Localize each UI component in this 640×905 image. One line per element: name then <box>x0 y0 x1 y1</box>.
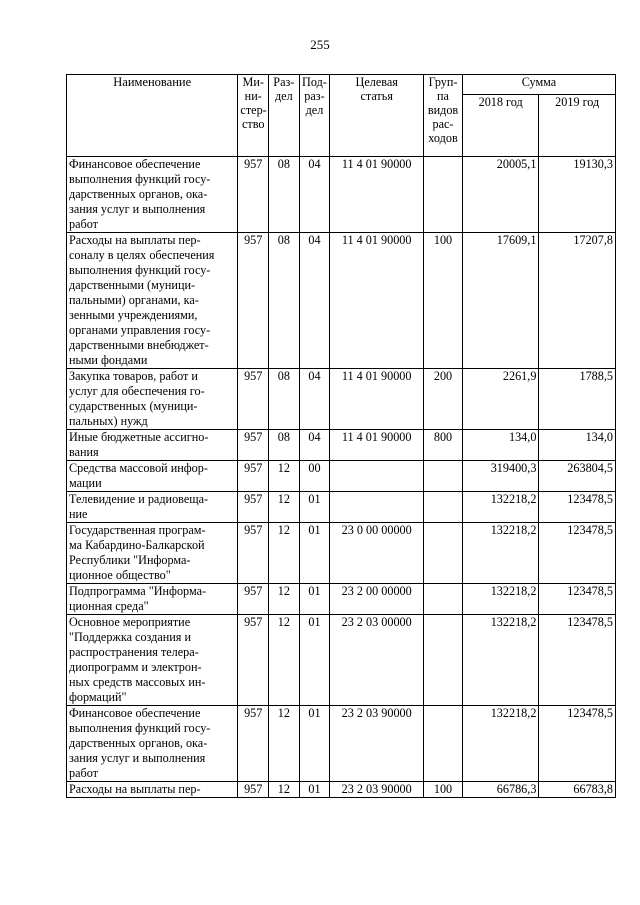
expense-group-cell <box>424 461 463 492</box>
expense-group-cell <box>424 492 463 523</box>
target-cell <box>330 492 424 523</box>
sum-2019-cell: 263804,5 <box>539 461 616 492</box>
sum-2018-cell: 132218,2 <box>462 523 539 584</box>
subsection-cell: 04 <box>299 233 330 369</box>
sum-2019-cell: 1788,5 <box>539 369 616 430</box>
target-cell: 23 2 03 00000 <box>330 615 424 706</box>
table-row <box>67 584 616 615</box>
target-cell: 11 4 01 90000 <box>330 430 424 461</box>
sum-2018-cell: 132218,2 <box>462 615 539 706</box>
sum-2019-cell: 123478,5 <box>539 615 616 706</box>
subsection-cell: 01 <box>299 492 330 523</box>
sum-2018-cell: 132218,2 <box>462 706 539 782</box>
page-number: 255 <box>310 37 330 52</box>
subsection-cell: 04 <box>299 369 330 430</box>
budget-table <box>66 74 616 798</box>
sum-2019-cell: 123478,5 <box>539 523 616 584</box>
expense-group-cell <box>424 157 463 233</box>
subsection-cell: 01 <box>299 706 330 782</box>
section-cell: 08 <box>269 157 300 233</box>
ministry-cell: 957 <box>238 461 269 492</box>
sum-2019-cell: 17207,8 <box>539 233 616 369</box>
row-name-cell: Финансовое обеспечение выполнения функций госу- дарственных органов, ока- зания услуг и выполнения работ <box>67 706 238 782</box>
sum-2019-cell: 123478,5 <box>539 706 616 782</box>
expense-group-cell: 100 <box>424 782 463 798</box>
ministry-cell: 957 <box>238 584 269 615</box>
table-row <box>67 492 616 523</box>
header-year-2018: 2018 год <box>462 95 539 157</box>
subsection-cell: 04 <box>299 430 330 461</box>
header-name: Наименование <box>67 75 238 157</box>
header-target: Целевая статья <box>330 75 424 157</box>
sum-2019-cell: 123478,5 <box>539 492 616 523</box>
target-cell: 11 4 01 90000 <box>330 157 424 233</box>
sum-2018-cell: 2261,9 <box>462 369 539 430</box>
header-ministry: Ми- ни- стер- ство <box>238 75 269 157</box>
ministry-cell: 957 <box>238 706 269 782</box>
sum-2018-cell: 132218,2 <box>462 584 539 615</box>
expense-group-cell <box>424 706 463 782</box>
ministry-cell: 957 <box>238 233 269 369</box>
expense-group-cell: 800 <box>424 430 463 461</box>
expense-group-cell: 100 <box>424 233 463 369</box>
expense-group-cell <box>424 584 463 615</box>
header-expense-group: Груп- па видов рас- ходов <box>424 75 463 157</box>
subsection-cell: 01 <box>299 615 330 706</box>
ministry-cell: 957 <box>238 782 269 798</box>
row-name-cell: Расходы на выплаты пер- соналу в целях обеспечения выполнения функций госу- дарственными (муници- пальными) органами, ка- зенными учреждениями, органами управления госу- дарственными внебюджет- ными фондами <box>67 233 238 369</box>
subsection-cell: 01 <box>299 523 330 584</box>
section-cell: 12 <box>269 706 300 782</box>
subsection-cell: 01 <box>299 584 330 615</box>
expense-group-cell: 200 <box>424 369 463 430</box>
table-row <box>67 369 616 430</box>
subsection-cell: 00 <box>299 461 330 492</box>
table-row <box>67 782 616 798</box>
target-cell: 23 2 03 90000 <box>330 706 424 782</box>
header-year-2019: 2019 год <box>539 95 616 157</box>
header-sum: Сумма <box>462 75 615 95</box>
ministry-cell: 957 <box>238 492 269 523</box>
section-cell: 08 <box>269 233 300 369</box>
row-name-cell: Расходы на выплаты пер- <box>67 782 238 798</box>
ministry-cell: 957 <box>238 369 269 430</box>
table-body <box>67 157 616 798</box>
target-cell: 23 0 00 00000 <box>330 523 424 584</box>
row-name-cell: Иные бюджетные ассигно- вания <box>67 430 238 461</box>
section-cell: 08 <box>269 430 300 461</box>
expense-group-cell <box>424 523 463 584</box>
sum-2019-cell: 66783,8 <box>539 782 616 798</box>
row-name-cell: Телевидение и радиовеща- ние <box>67 492 238 523</box>
expense-group-cell <box>424 615 463 706</box>
table-row <box>67 523 616 584</box>
header-section: Раз- дел <box>269 75 300 157</box>
row-name-cell: Подпрограмма "Информа- ционная среда" <box>67 584 238 615</box>
section-cell: 12 <box>269 615 300 706</box>
section-cell: 08 <box>269 369 300 430</box>
section-cell: 12 <box>269 461 300 492</box>
ministry-cell: 957 <box>238 523 269 584</box>
row-name-cell: Закупка товаров, работ и услуг для обеспечения го- сударственных (муници- пальных) нужд <box>67 369 238 430</box>
target-cell: 23 2 03 90000 <box>330 782 424 798</box>
section-cell: 12 <box>269 523 300 584</box>
sum-2019-cell: 134,0 <box>539 430 616 461</box>
sum-2018-cell: 319400,3 <box>462 461 539 492</box>
row-name-cell: Основное мероприятие "Поддержка создания и распространения телера- диопрограмм и электрон- ных средств массовых ин- формаций" <box>67 615 238 706</box>
sum-2018-cell: 66786,3 <box>462 782 539 798</box>
target-cell: 11 4 01 90000 <box>330 369 424 430</box>
ministry-cell: 957 <box>238 157 269 233</box>
section-cell: 12 <box>269 584 300 615</box>
target-cell: 23 2 00 00000 <box>330 584 424 615</box>
header-subsection: Под- раз- дел <box>299 75 330 157</box>
table-row <box>67 430 616 461</box>
table-row <box>67 706 616 782</box>
ministry-cell: 957 <box>238 430 269 461</box>
target-cell <box>330 461 424 492</box>
table-row <box>67 615 616 706</box>
sum-2019-cell: 123478,5 <box>539 584 616 615</box>
sum-2018-cell: 17609,1 <box>462 233 539 369</box>
row-name-cell: Средства массовой инфор- мации <box>67 461 238 492</box>
sum-2019-cell: 19130,3 <box>539 157 616 233</box>
sum-2018-cell: 134,0 <box>462 430 539 461</box>
table-row <box>67 157 616 233</box>
section-cell: 12 <box>269 492 300 523</box>
subsection-cell: 01 <box>299 782 330 798</box>
section-cell: 12 <box>269 782 300 798</box>
table-row <box>67 233 616 369</box>
sum-2018-cell: 20005,1 <box>462 157 539 233</box>
row-name-cell: Государственная програм- ма Кабардино-Балкарской Республики "Информа- ционное общество" <box>67 523 238 584</box>
ministry-cell: 957 <box>238 615 269 706</box>
row-name-cell: Финансовое обеспечение выполнения функций госу- дарственных органов, ока- зания услуг и выполнения работ <box>67 157 238 233</box>
target-cell: 11 4 01 90000 <box>330 233 424 369</box>
table-row <box>67 461 616 492</box>
subsection-cell: 04 <box>299 157 330 233</box>
sum-2018-cell: 132218,2 <box>462 492 539 523</box>
